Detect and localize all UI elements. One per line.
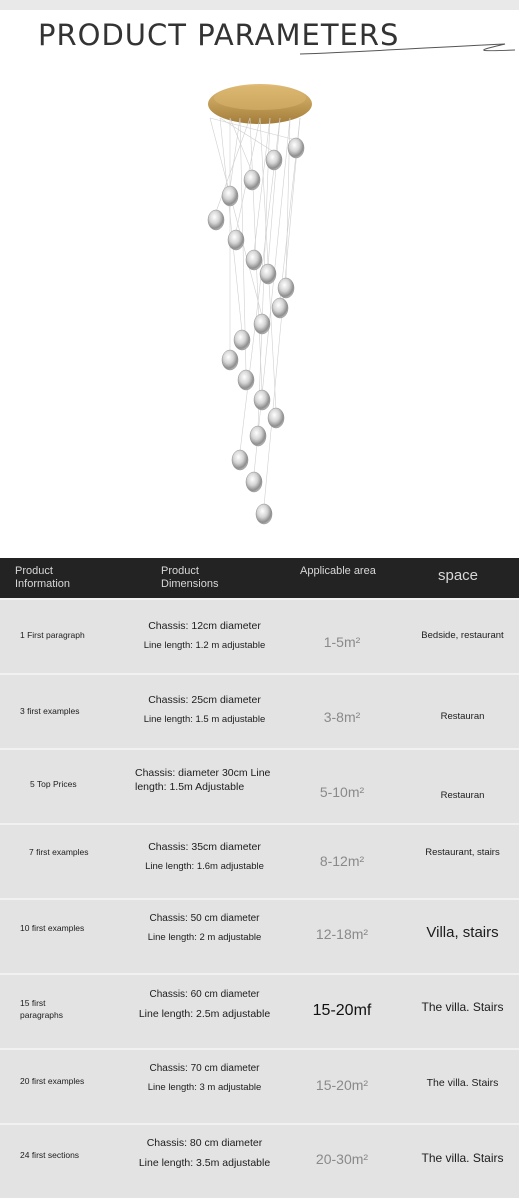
table-row: [0, 598, 519, 673]
crystal-pendant: [222, 186, 238, 206]
row-dimensions: [132, 694, 277, 725]
crystals: [208, 118, 304, 524]
row-dim-chassis: Chassis: 80 cm diameter: [146, 1137, 263, 1149]
crystal-pendant: [246, 472, 262, 492]
table-row: [0, 673, 519, 748]
row-info: 15 first paragraphs: [20, 998, 64, 1020]
page-title: PRODUCT PARAMETERS: [38, 18, 400, 52]
table-row: [0, 1048, 519, 1123]
crystal-pendant: [254, 314, 270, 334]
row-space: Restaurant, stairs: [425, 847, 500, 858]
crystal-pendant: [250, 426, 266, 446]
header-info: Product Information: [15, 565, 71, 590]
row-space: Restauran: [440, 711, 485, 722]
crystal-pendant: [208, 210, 224, 230]
row-area: 3-8m²: [323, 709, 361, 725]
row-dimensions: [132, 913, 277, 943]
row-area: 15-20m²: [315, 1077, 369, 1093]
row-dim-line: Line length: 3.5m adjustable: [138, 1157, 271, 1169]
row-dim-chassis: Chassis: 60 cm diameter: [149, 989, 260, 1000]
header-space: space: [438, 567, 479, 584]
table-row: [0, 973, 519, 1048]
row-dimensions: [132, 620, 277, 651]
row-dimensions: [135, 766, 275, 794]
row-dimensions: [132, 841, 277, 872]
row-dim-line: Line length: 1.2 m adjustable: [143, 640, 266, 651]
crystal-pendant: [256, 504, 272, 524]
row-dim-line: Line length: 3 m adjustable: [147, 1082, 262, 1093]
crystal-pendant: [254, 390, 270, 410]
row-space: Bedside, restaurant: [421, 630, 504, 641]
row-area: 8-12m²: [319, 853, 365, 869]
row-dim-line: Line length: 1.6m adjustable: [145, 861, 264, 872]
row-space: The villa. Stairs: [421, 1151, 504, 1165]
chandelier-image: [150, 78, 370, 538]
row-info: 10 first examples: [20, 923, 85, 933]
crystal-pendant: [260, 264, 276, 284]
row-dim-chassis: Chassis: 25cm diameter: [148, 694, 261, 706]
row-dim-chassis: Chassis: diameter 30cm Line length: 1.5m Adjustable: [135, 767, 271, 793]
row-space: Restauran: [440, 790, 485, 801]
row-space: Villa, stairs: [426, 924, 499, 941]
row-dim-chassis: Chassis: 50 cm diameter: [149, 913, 260, 924]
title-swoosh-decoration: [300, 30, 515, 60]
row-space: The villa. Stairs: [421, 1000, 504, 1014]
table-header: [0, 558, 519, 598]
row-dim-chassis: Chassis: 70 cm diameter: [149, 1063, 260, 1074]
row-info: 3 first examples: [20, 706, 80, 716]
row-info: 20 first examples: [20, 1076, 85, 1086]
table-row: [0, 898, 519, 973]
row-dim-chassis: Chassis: 12cm diameter: [148, 620, 261, 632]
crystal-pendant: [278, 278, 294, 298]
row-dimensions: [132, 1137, 277, 1169]
row-dimensions: [132, 1063, 277, 1093]
crystal-pendant: [244, 170, 260, 190]
crystal-pendant: [228, 230, 244, 250]
header-dimensions: Product Dimensions: [161, 565, 219, 590]
crystal-pendant: [266, 150, 282, 170]
row-info: 24 first sections: [20, 1150, 80, 1160]
crystal-pendant: [288, 138, 304, 158]
row-space: The villa. Stairs: [426, 1077, 499, 1089]
row-area: 12-18m²: [315, 926, 369, 942]
crystal-pendant: [222, 350, 238, 370]
row-area: 20-30m²: [315, 1151, 369, 1167]
suspension-wire: [268, 118, 280, 266]
crystal-pendant: [268, 408, 284, 428]
row-dimensions: [132, 989, 277, 1020]
row-dim-line: Line length: 1.5 m adjustable: [143, 714, 266, 725]
row-info: 5 Top Prices: [30, 779, 77, 789]
top-strip: [0, 0, 519, 10]
crystal-pendant: [238, 370, 254, 390]
row-dim-line: Line length: 2 m adjustable: [147, 932, 262, 943]
crystal-pendant: [234, 330, 250, 350]
row-dim-line: Line length: 2.5m adjustable: [138, 1008, 271, 1020]
crystal-pendant: [272, 298, 288, 318]
crystal-pendant: [246, 250, 262, 270]
header-area: Applicable area: [300, 565, 376, 577]
table-row: [0, 823, 519, 898]
table-row: [0, 748, 519, 823]
row-area: 5-10m²: [319, 784, 365, 800]
row-area: 1-5m²: [323, 634, 361, 650]
row-info: 1 First paragraph: [20, 630, 85, 640]
suspension-wire: [230, 118, 240, 188]
crystal-pendant: [232, 450, 248, 470]
parameters-table: [0, 558, 519, 1198]
row-area: 15-20mf: [312, 1002, 372, 1019]
table-row: [0, 1123, 519, 1198]
row-dim-chassis: Chassis: 35cm diameter: [148, 841, 261, 853]
row-info: 7 first examples: [29, 847, 89, 857]
